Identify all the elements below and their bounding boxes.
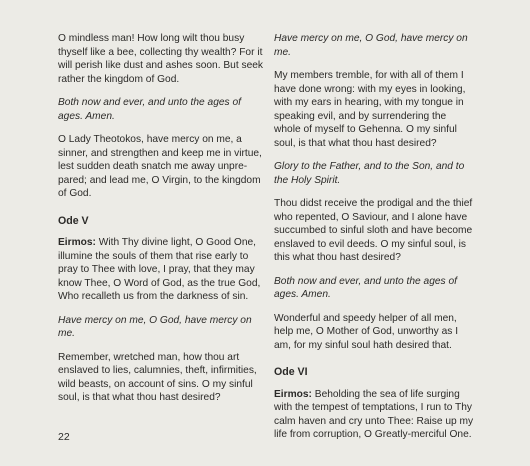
theotokion-paragraph: Wonderful and speedy helper of all men, help me, O Mother of God, unworthy as I am, for my sinful soul hath desired that. bbox=[274, 312, 459, 351]
eirmos-text: Beholding the sea of life surging with the tempest of temptations, I run to Thy calm haven and cry unto Thee: Raise up my life from corruption, O Greatly-merciful One. bbox=[274, 388, 474, 440]
refrain-line: Have mercy on me, O God, have mercy on me. bbox=[58, 314, 252, 339]
eirmos-label: Eirmos: bbox=[274, 388, 312, 400]
paragraph: Remember, wretched man, how thou art enslaved to lies, calumnies, theft, infirmities, wild beasts, on account of sins. O my sinful soul, is that what thou hast desired? bbox=[58, 351, 257, 403]
doxology-line: Glory to the Father, and to the Son, and to the Holy Spirit. bbox=[274, 161, 465, 186]
right-column bbox=[274, 32, 474, 452]
doxology-line: Both now and ever, and unto the ages of ages. Amen. bbox=[274, 275, 457, 300]
eirmos-label: Eirmos: bbox=[58, 237, 96, 248]
eirmos-text: With Thy divine light, O Good One, illumine the souls of them that rise early to pray to Thee with love, I pray, that they may know Thee, O Word of God, as the true God, Who recalleth us from the darkness of sin. bbox=[58, 237, 261, 302]
paragraph: My members tremble, for with all of them I have done wrong: with my eyes in looking, with my ears in hearing, with my tongue in speaking evil, and by surrendering the whole of myself to Gehenna. O my sinful soul, is that what thou hast desired? bbox=[274, 70, 466, 149]
left-column bbox=[58, 32, 268, 415]
refrain-line: Have mercy on me, O God, have mercy on me. bbox=[274, 33, 468, 58]
ode-heading: Ode VI bbox=[274, 366, 308, 378]
eirmos-paragraph bbox=[274, 388, 474, 442]
paragraph: O mindless man! How long wilt thou busy thyself like a bee, collecting thy wealth? For it will perish like dust and ashes soon. But seek rather the kingdom of God. bbox=[58, 33, 263, 85]
page-number: 22 bbox=[58, 431, 70, 443]
theotokion-paragraph: O Lady Theotokos, have mercy on me, a sinner, and strengthen and keep me in virtue, lest sudden death snatch me away unpre-pared; and lead me, O Virgin, to the kingdom of God. bbox=[58, 134, 262, 199]
ode-heading: Ode V bbox=[58, 214, 89, 227]
paragraph: Thou didst receive the prodigal and the thief who repented, O Saviour, and I alone have succumbed to sinful sloth and have become enslaved to evil deeds. O my sinful soul, is this what thou hast desired? bbox=[274, 198, 473, 263]
doxology-line: Both now and ever, and unto the ages of ages. Amen. bbox=[58, 97, 241, 122]
eirmos-paragraph bbox=[58, 236, 268, 304]
